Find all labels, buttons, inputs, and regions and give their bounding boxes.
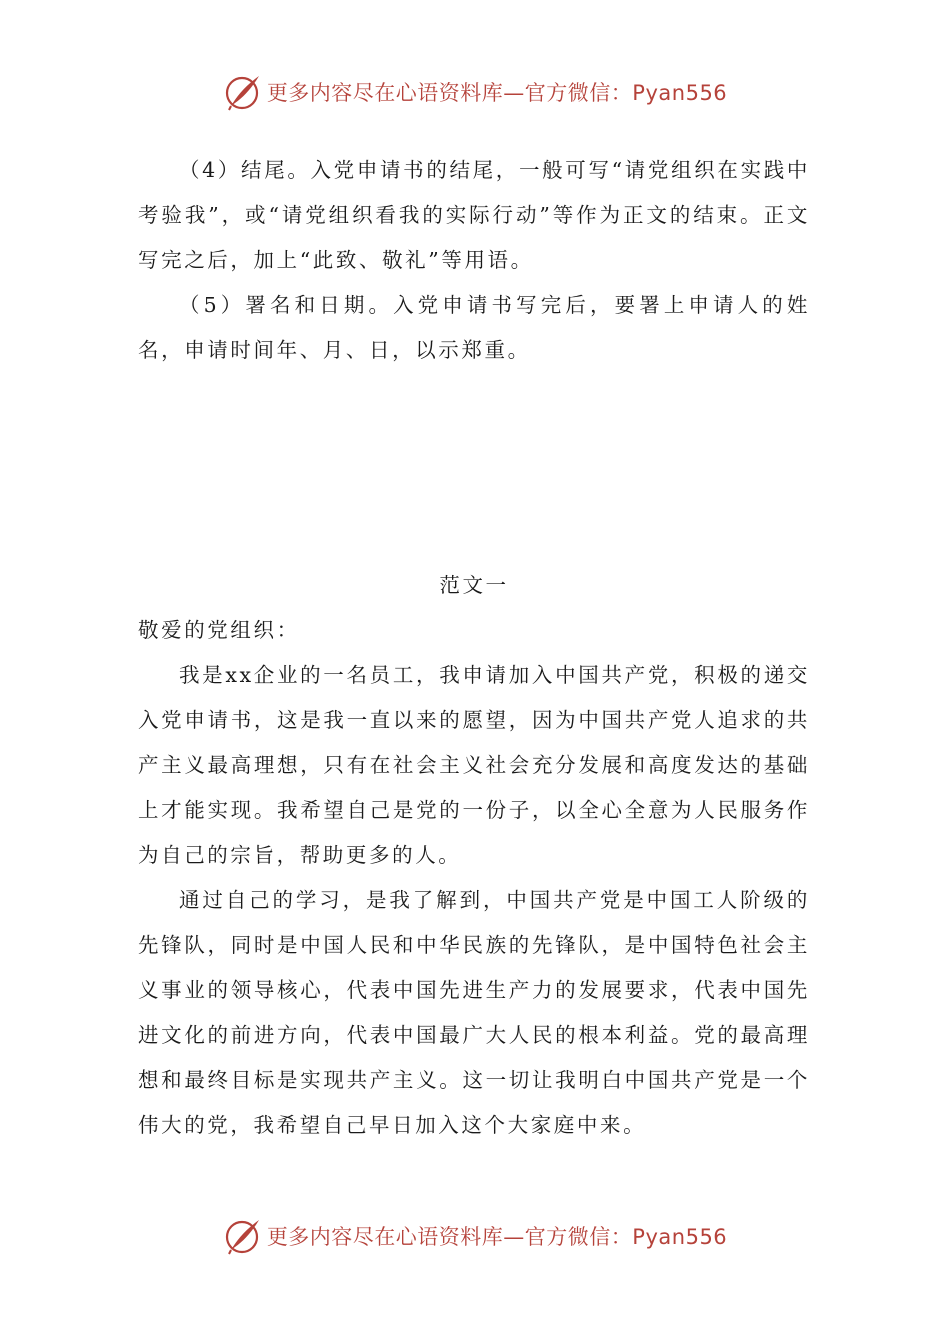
header-watermark xyxy=(0,70,950,114)
document-body xyxy=(138,148,810,1148)
sample-title: 范文一 xyxy=(439,573,509,597)
quill-pen-logo-icon xyxy=(223,72,263,112)
sample-paragraph-1: 我是xx企业的一名员工，我申请加入中国共产党，积极的递交入党申请书，这是我一直以来的愿望，因为中国共产党人追求的共产主义最高理想，只有在社会主义社会充分发展和高度发达的基础上才能实现。我希望自己是党的一份子，以全心全意为人民服务作为自己的宗旨，帮助更多的人。 xyxy=(138,663,810,867)
watermark-text: 更多内容尽在心语资料库—官方微信：Pyan556 xyxy=(266,1225,728,1249)
salutation: 敬爱的党组织： xyxy=(138,618,300,642)
spacer xyxy=(138,373,810,563)
footer-watermark xyxy=(0,1214,950,1258)
paragraph-signature-date: （5）署名和日期。入党申请书写完后，要署上申请人的姓名，申请时间年、月、日，以示郑重。 xyxy=(138,293,810,362)
paragraph-conclusion: （4）结尾。入党申请书的结尾，一般可写“请党组织在实践中考验我”，或“请党组织看我的实际行动”等作为正文的结束。正文写完之后，加上“此致、敬礼”等用语。 xyxy=(138,158,810,272)
quill-pen-logo-icon xyxy=(223,1216,263,1256)
sample-paragraph-2: 通过自己的学习，是我了解到，中国共产党是中国工人阶级的先锋队，同时是中国人民和中华民族的先锋队，是中国特色社会主义事业的领导核心，代表中国先进生产力的发展要求，代表中国先进文化的前进方向，代表中国最广大人民的根本利益。党的最高理想和最终目标是实现共产主义。这一切让我明白中国共产党是一个伟大的党，我希望自己早日加入这个大家庭中来。 xyxy=(138,888,810,1137)
watermark-text: 更多内容尽在心语资料库—官方微信：Pyan556 xyxy=(266,81,728,105)
